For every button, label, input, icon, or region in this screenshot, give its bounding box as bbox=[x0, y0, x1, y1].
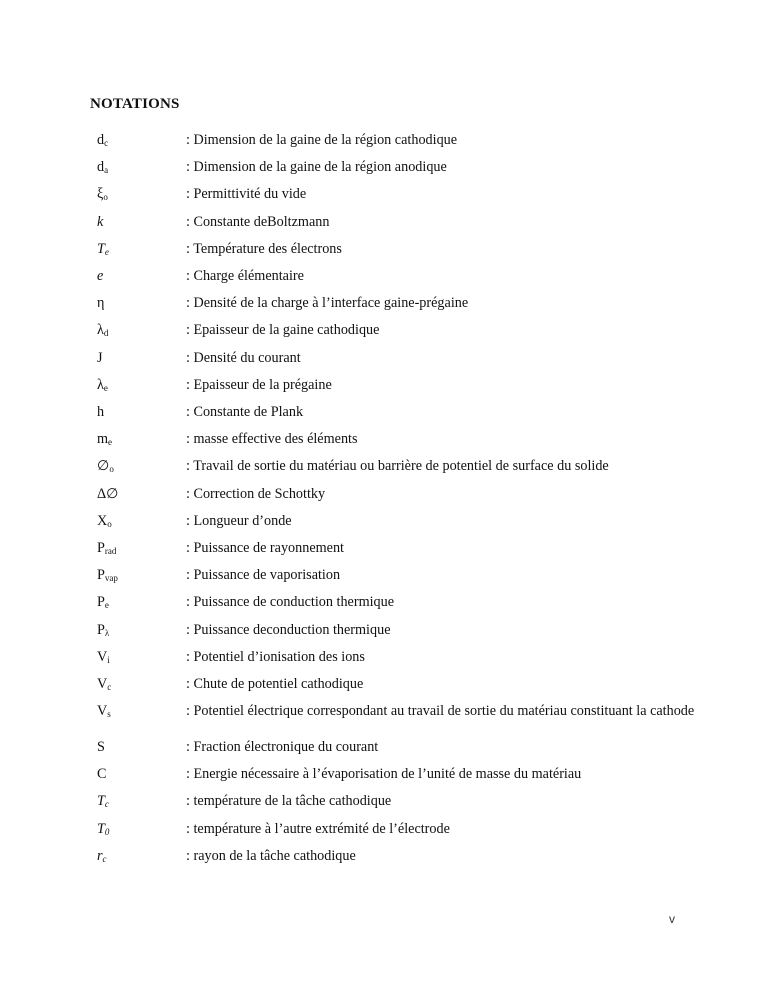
page-title: NOTATIONS bbox=[90, 96, 180, 112]
notation-row bbox=[97, 739, 697, 756]
notation-symbol-base: Δ∅ bbox=[97, 485, 119, 502]
notation-description: : Fraction électronique du courant bbox=[186, 739, 379, 755]
notation-symbol-base: P bbox=[97, 594, 105, 611]
notation-symbol-base: e bbox=[97, 268, 104, 284]
notation-row bbox=[97, 486, 697, 503]
notation-symbol bbox=[97, 821, 186, 838]
notation-symbol-base: V bbox=[97, 676, 108, 692]
notation-symbol-subscript: d bbox=[103, 328, 109, 339]
notation-symbol-subscript: c bbox=[104, 138, 109, 148]
notation-row bbox=[97, 766, 697, 783]
notation-symbol bbox=[97, 540, 186, 557]
notation-symbol bbox=[97, 594, 186, 611]
notation-row bbox=[97, 793, 697, 810]
notation-symbol-base: ξ bbox=[97, 186, 104, 203]
notation-symbol bbox=[97, 486, 186, 503]
notation-symbol-subscript: s bbox=[107, 709, 111, 720]
notation-symbol-subscript: o bbox=[109, 464, 114, 475]
notation-row bbox=[97, 431, 697, 448]
notation-symbol bbox=[97, 676, 186, 693]
notation-description: : Dimension de la gaine de la région anodique bbox=[186, 159, 447, 176]
notation-symbol bbox=[97, 513, 186, 530]
notation-symbol-base: P bbox=[97, 567, 105, 584]
notation-symbol-base: S bbox=[97, 739, 105, 755]
notation-description: : Energie nécessaire à l’évaporisation de l’unité de masse du matériau bbox=[186, 766, 582, 783]
notation-symbol-subscript: rad bbox=[104, 546, 117, 556]
notation-description: : Puissance deconduction thermique bbox=[186, 621, 391, 638]
notation-symbol-base: V bbox=[97, 648, 108, 665]
notation-row bbox=[97, 377, 697, 394]
notation-symbol-subscript: o bbox=[107, 518, 112, 529]
notation-row bbox=[97, 676, 697, 693]
notation-description: : Puissance de rayonnement bbox=[186, 540, 344, 556]
notation-symbol-base: m bbox=[97, 431, 109, 448]
notation-description: : masse effective des éléments bbox=[186, 431, 358, 448]
notation-description: : Travail de sortie du matériau ou barrière de potentiel de surface du solide bbox=[186, 458, 609, 475]
notation-symbol bbox=[97, 377, 186, 394]
notation-symbol-base: λ bbox=[97, 376, 104, 393]
notation-row bbox=[97, 268, 697, 285]
notation-symbol-subscript: e bbox=[103, 382, 108, 393]
notation-description: : température à l’autre extrémité de l’électrode bbox=[186, 820, 450, 837]
notation-symbol-subscript: λ bbox=[104, 627, 110, 638]
notation-description: : Constante de Plank bbox=[186, 404, 304, 420]
notation-symbol bbox=[97, 186, 186, 203]
notation-symbol-base: T bbox=[97, 820, 105, 837]
notation-row bbox=[97, 404, 697, 421]
notation-symbol-base: d bbox=[97, 132, 105, 148]
notation-symbol-base: C bbox=[97, 766, 107, 783]
notation-description: : Longueur d’onde bbox=[186, 512, 292, 529]
notation-description: : Puissance de vaporisation bbox=[186, 567, 341, 584]
notation-symbol-base: V bbox=[97, 703, 108, 720]
notation-row bbox=[97, 513, 697, 530]
notation-symbol-subscript: e bbox=[108, 437, 113, 448]
notation-symbol bbox=[97, 739, 186, 756]
notation-symbol-base: P bbox=[97, 540, 105, 556]
notation-symbol-subscript: c bbox=[104, 799, 109, 810]
notation-symbol bbox=[97, 268, 186, 285]
notation-description: : température de la tâche cathodique bbox=[186, 793, 392, 810]
notation-symbol-subscript: i bbox=[107, 654, 110, 665]
notation-symbol bbox=[97, 132, 186, 149]
notation-symbol bbox=[97, 848, 186, 865]
notation-description: : Charge élémentaire bbox=[186, 268, 304, 284]
notation-symbol bbox=[97, 350, 186, 367]
notation-symbol bbox=[97, 214, 186, 231]
notation-description: : Densité de la charge à l’interface gaine-prégaine bbox=[186, 295, 469, 312]
notation-row bbox=[97, 350, 697, 367]
notation-symbol bbox=[97, 159, 186, 176]
notation-symbol-base: r bbox=[97, 847, 103, 864]
notation-row bbox=[97, 848, 697, 865]
notation-row bbox=[97, 295, 697, 312]
notation-symbol-base: η bbox=[97, 295, 105, 312]
notation-symbol bbox=[97, 322, 186, 339]
notation-symbol-subscript: a bbox=[104, 165, 109, 176]
notation-symbol-subscript: c bbox=[102, 853, 107, 864]
notation-row bbox=[97, 186, 697, 203]
notation-row bbox=[97, 567, 697, 584]
notation-description: : Constante deBoltzmann bbox=[186, 213, 330, 230]
notation-symbol-base: h bbox=[97, 404, 105, 420]
notation-symbol-base: X bbox=[97, 512, 108, 529]
notation-row bbox=[97, 214, 697, 231]
notation-symbol bbox=[97, 793, 186, 810]
notation-symbol bbox=[97, 766, 186, 783]
notation-symbol bbox=[97, 241, 186, 258]
notation-row bbox=[97, 594, 697, 611]
notation-symbol bbox=[97, 703, 186, 720]
notation-row bbox=[97, 540, 697, 557]
notation-symbol-base: T bbox=[97, 240, 105, 257]
notation-description: : rayon de la tâche cathodique bbox=[186, 847, 356, 864]
notation-row bbox=[97, 159, 697, 176]
notation-symbol-base: k bbox=[97, 213, 104, 230]
notation-symbol-base: d bbox=[97, 159, 105, 176]
notation-row bbox=[97, 821, 697, 838]
notation-description: : Température des électrons bbox=[186, 240, 342, 257]
notation-symbol bbox=[97, 431, 186, 448]
notation-description: : Epaisseur de la prégaine bbox=[186, 376, 332, 393]
notation-symbol-subscript: o bbox=[103, 192, 108, 203]
notation-row bbox=[97, 132, 697, 149]
notation-symbol-subscript: vap bbox=[104, 573, 118, 584]
notation-row bbox=[97, 649, 697, 666]
notation-symbol bbox=[97, 458, 186, 475]
notation-description: : Potentiel électrique correspondant au travail de sortie du matériau constituant la cathode bbox=[186, 703, 695, 720]
notation-description: : Chute de potentiel cathodique bbox=[186, 676, 364, 692]
notation-description: : Epaisseur de la gaine cathodique bbox=[186, 322, 380, 339]
notation-description: : Permittivité du vide bbox=[186, 186, 307, 203]
notation-description: : Potentiel d’ionisation des ions bbox=[186, 648, 365, 665]
notation-row bbox=[97, 458, 697, 475]
notation-symbol-base: P bbox=[97, 621, 105, 638]
notation-symbol-base: T bbox=[97, 793, 105, 810]
notation-description: : Dimension de la gaine de la région cathodique bbox=[186, 132, 458, 148]
notation-symbol-subscript: 0 bbox=[104, 826, 110, 837]
notation-symbol-subscript: e bbox=[104, 600, 109, 611]
notation-symbol-subscript: c bbox=[107, 682, 112, 692]
notation-symbol bbox=[97, 567, 186, 584]
notation-symbol-subscript: e bbox=[104, 246, 109, 257]
notation-row bbox=[97, 241, 697, 258]
notation-description: : Puissance de conduction thermique bbox=[186, 594, 395, 611]
notation-symbol bbox=[97, 622, 186, 639]
notation-symbol bbox=[97, 404, 186, 421]
notation-description: : Correction de Schottky bbox=[186, 485, 326, 502]
notation-symbol-base: λ bbox=[97, 322, 104, 339]
notation-symbol-base: ∅ bbox=[97, 458, 110, 475]
notation-row bbox=[97, 703, 697, 720]
notation-symbol bbox=[97, 295, 186, 312]
page-number: v bbox=[669, 912, 675, 926]
notation-row bbox=[97, 322, 697, 339]
notation-symbol bbox=[97, 649, 186, 666]
notation-symbol-base: J bbox=[97, 349, 103, 366]
notation-row bbox=[97, 622, 697, 639]
notation-description: : Densité du courant bbox=[186, 349, 301, 366]
